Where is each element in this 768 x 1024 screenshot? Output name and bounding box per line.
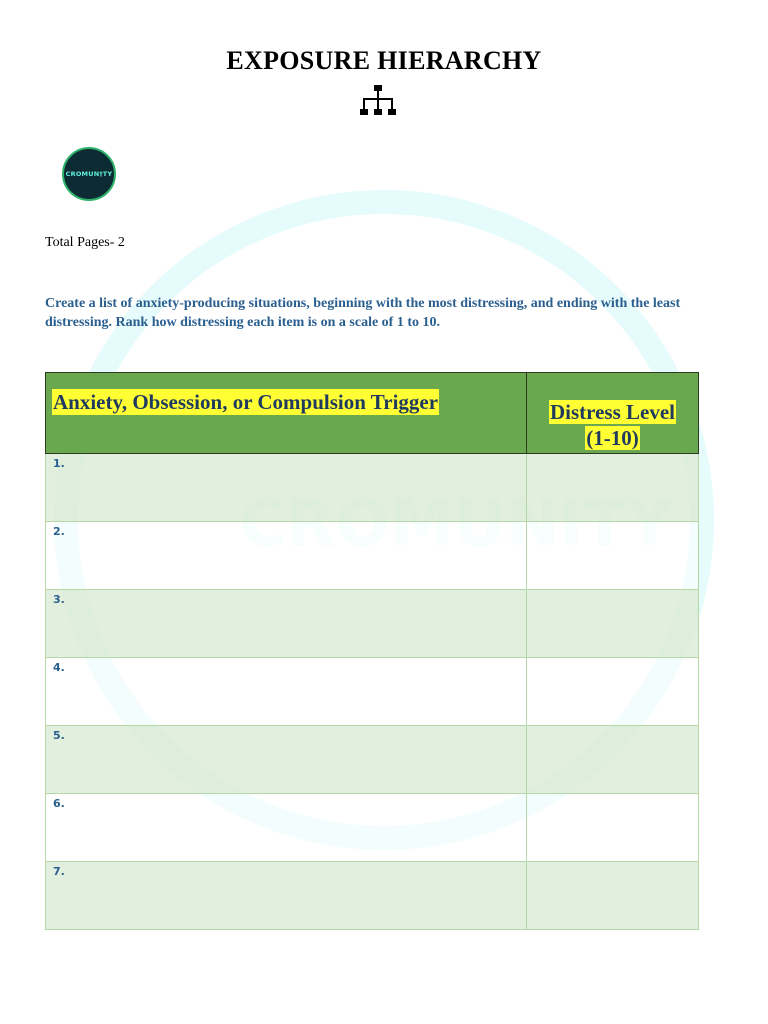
row-number: 5. [53,729,65,742]
instructions-text: Create a list of anxiety-producing situations, beginning with the most distressing, and ending with the least distressing. Rank how distressing each item is on a scale of 1 to 10. [45,296,681,330]
trigger-header-label: Anxiety, Obsession, or Compulsion Trigger [53,390,439,414]
table-row [46,590,699,658]
table-row [46,726,699,794]
logo-text: CROMUN†TY [65,170,113,178]
cromunity-logo [62,147,116,201]
row-number: 2. [53,525,65,538]
distress-header-line2: (1-10) [586,426,639,450]
trigger-cell[interactable] [46,726,527,794]
table-row [46,454,699,522]
distress-level-cell[interactable] [527,590,699,658]
distress-level-column-header [527,373,699,454]
trigger-cell[interactable] [46,658,527,726]
distress-level-cell[interactable] [527,454,699,522]
table-row [46,658,699,726]
distress-level-cell[interactable] [527,862,699,930]
trigger-cell[interactable] [46,454,527,522]
exposure-hierarchy-table [45,372,699,930]
table-row [46,862,699,930]
row-number: 3. [53,593,65,606]
table-row [46,794,699,862]
distress-header-line1: Distress Level [549,400,675,424]
row-number: 4. [53,661,65,674]
trigger-cell[interactable] [46,590,527,658]
row-number: 1. [53,457,65,470]
total-pages-label: Total Pages- 2 [45,235,125,250]
trigger-cell[interactable] [46,794,527,862]
distress-level-cell[interactable] [527,726,699,794]
trigger-cell[interactable] [46,522,527,590]
row-number: 6. [53,797,65,810]
table-header-row [46,373,699,454]
distress-level-cell[interactable] [527,794,699,862]
distress-level-cell[interactable] [527,522,699,590]
trigger-cell[interactable] [46,862,527,930]
distress-level-cell[interactable] [527,658,699,726]
trigger-column-header [46,373,527,454]
hierarchy-icon [360,85,396,117]
row-number: 7. [53,865,65,878]
table-row [46,522,699,590]
page-title: EXPOSURE HIERARCHY [226,46,542,75]
